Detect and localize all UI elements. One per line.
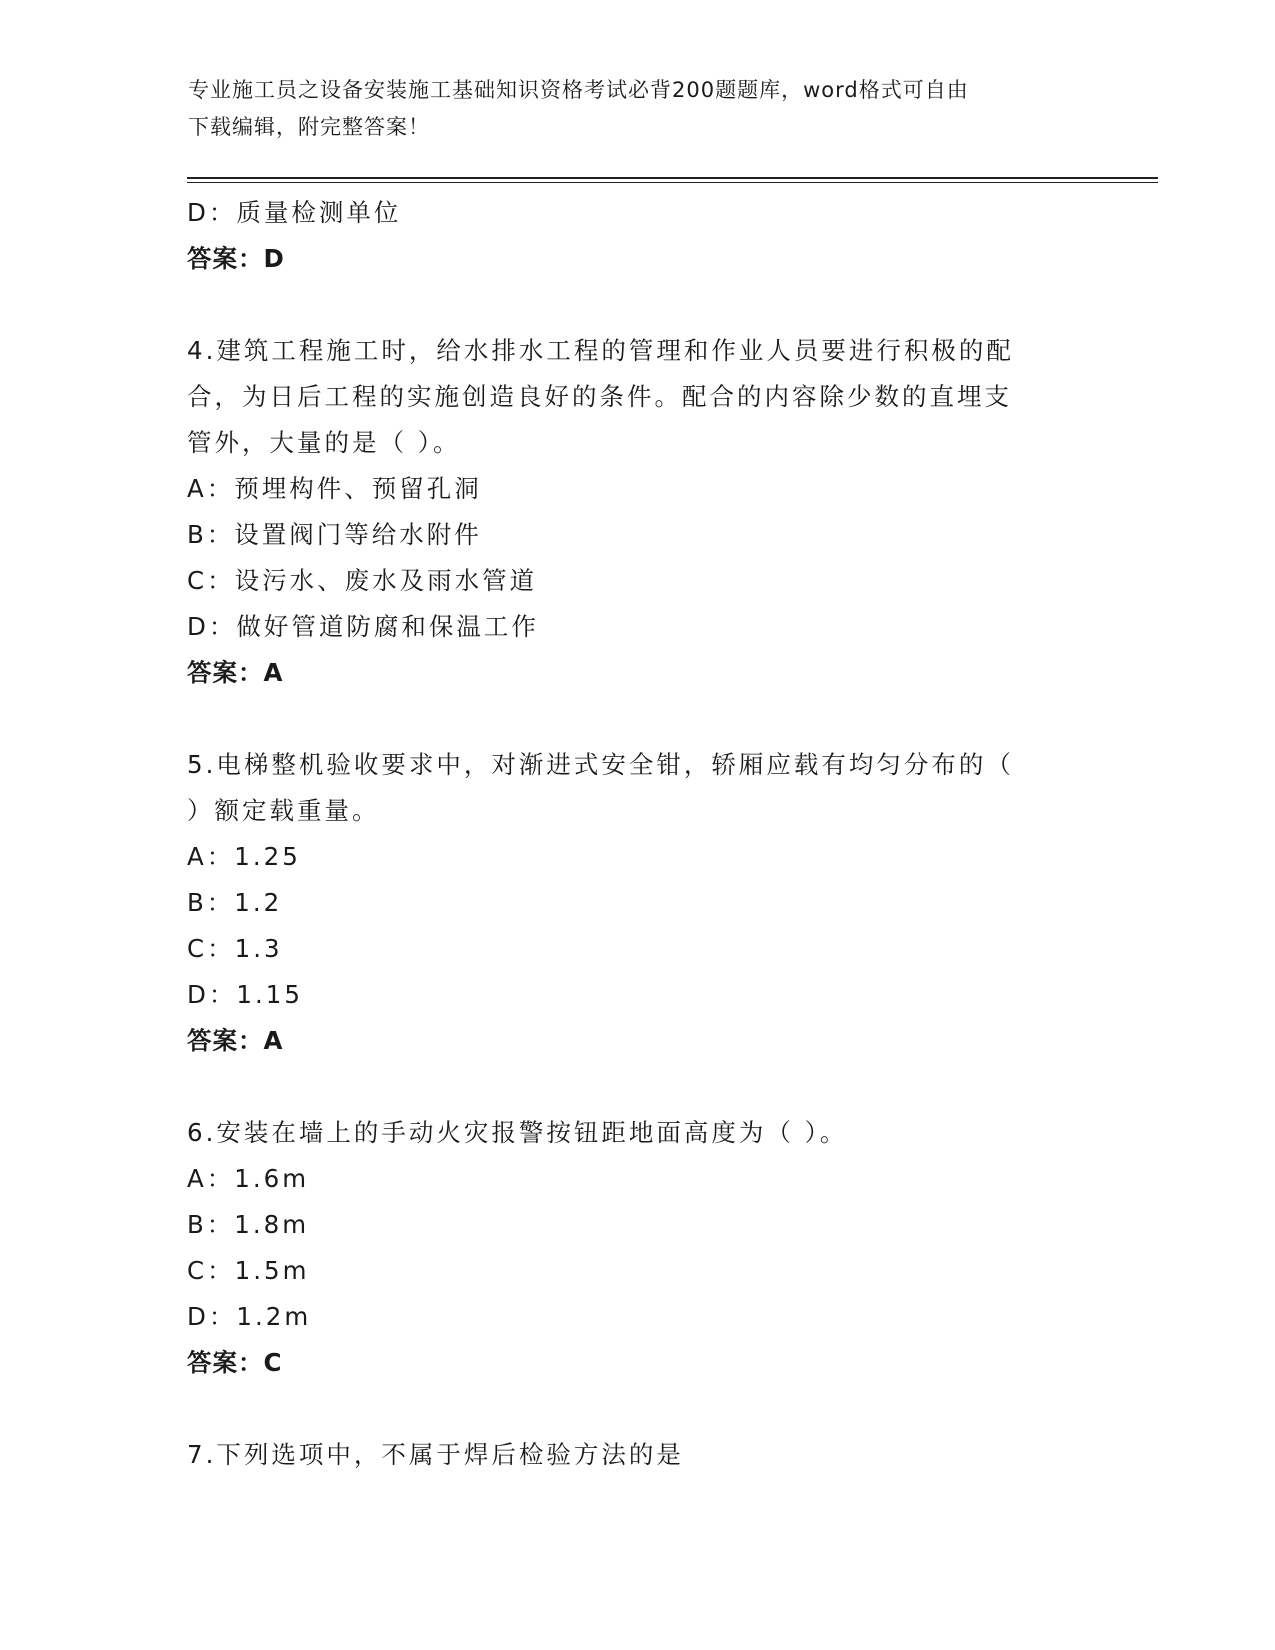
- option-a: A：1.25: [187, 842, 301, 871]
- spacer: [187, 1064, 1087, 1110]
- spacer: [187, 282, 1087, 328]
- option-a: A：1.6m: [187, 1164, 310, 1193]
- question-5-line-1: 5.电梯整机验收要求中，对渐进式安全钳，轿厢应载有均匀分布的（: [187, 750, 1014, 779]
- option-c: C：1.5m: [187, 1256, 310, 1285]
- question-5-line-2: ）额定载重量。: [187, 796, 380, 825]
- header-line-1: 专业施工员之设备安装施工基础知识资格考试必背200题题库，word格式可自由: [188, 78, 969, 102]
- page-header: [188, 72, 1088, 146]
- question-4-line-1: 4.建筑工程施工时，给水排水工程的管理和作业人员要进行积极的配: [187, 336, 1014, 365]
- option-a: A：预埋构件、预留孔洞: [187, 474, 482, 503]
- question-4-line-3: 管外，大量的是（ ）。: [187, 428, 461, 457]
- option-c: C：1.3: [187, 934, 283, 963]
- question-7: 7.下列选项中，不属于焊后检验方法的是: [187, 1440, 684, 1469]
- spacer: [187, 1386, 1087, 1432]
- question-4-line-2: 合，为日后工程的实施创造良好的条件。配合的内容除少数的直埋支: [187, 382, 1012, 411]
- answer-line: 答案：D: [187, 244, 285, 273]
- header-line-2: 下载编辑，附完整答案！: [188, 115, 430, 139]
- option-d: D：1.2m: [187, 1302, 312, 1331]
- question-content: [187, 190, 1087, 1478]
- question-6: 6.安装在墙上的手动火灾报警按钮距地面高度为（ ）。: [187, 1118, 848, 1147]
- header-rule: [187, 177, 1158, 183]
- answer-line: 答案：A: [187, 1026, 284, 1055]
- option-c: C：设污水、废水及雨水管道: [187, 566, 538, 595]
- option-d: D：做好管道防腐和保温工作: [187, 612, 539, 641]
- answer-line: 答案：C: [187, 1348, 283, 1377]
- spacer: [187, 696, 1087, 742]
- option-b: B：1.2: [187, 888, 283, 917]
- option-b: B：1.8m: [187, 1210, 310, 1239]
- option-b: B：设置阀门等给水附件: [187, 520, 482, 549]
- option-d: D：1.15: [187, 980, 303, 1009]
- answer-line: 答案：A: [187, 658, 284, 687]
- option-d: D：质量检测单位: [187, 198, 402, 227]
